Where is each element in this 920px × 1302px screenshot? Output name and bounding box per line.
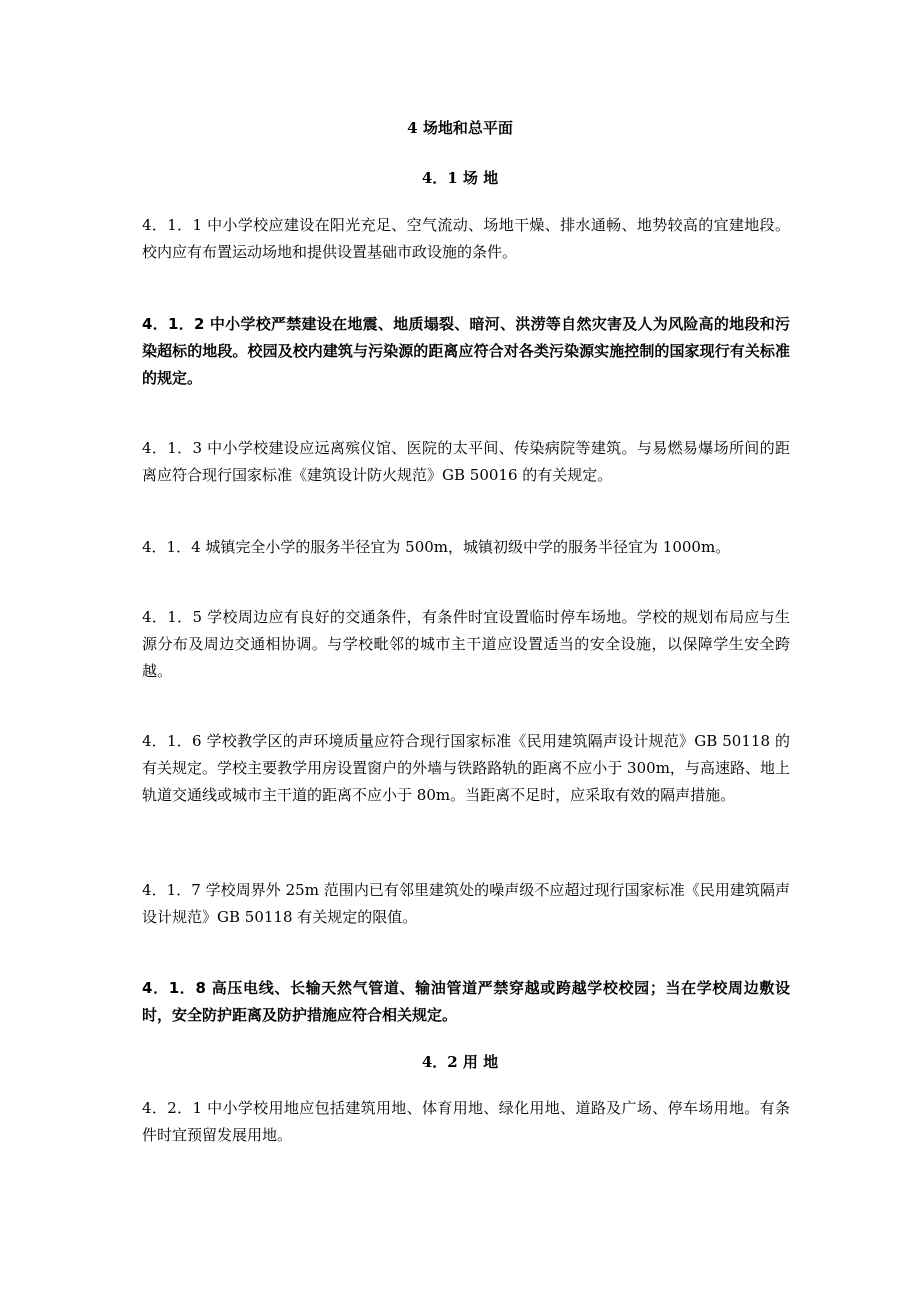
paragraph-4-1-2: 4．1．2 中小学校严禁建设在地震、地质塌裂、暗河、洪涝等自然灾害及人为风险高的地段和污染超标的地段。校园及校内建筑与污染源的距离应符合对各类污染源实施控制的国家现行有关标准的规定。 bbox=[142, 315, 790, 387]
paragraph-4-2-1: 4．2．1 中小学校用地应包括建筑用地、体育用地、绿化用地、道路及广场、停车场用地。有条件时宜预留发展用地。 bbox=[142, 1099, 790, 1144]
paragraph-4-1-3: 4．1．3 中小学校建设应远离殡仪馆、医院的太平间、传染病院等建筑。与易燃易爆场所间的距离应符合现行国家标准《建筑设计防火规范》GB 50016 的有关规定。 bbox=[142, 439, 790, 484]
paragraph-4-1-4: 4．1．4 城镇完全小学的服务半径宜为 500m，城镇初级中学的服务半径宜为 1000m。 bbox=[142, 538, 731, 556]
chapter-title: 4 场地和总平面 bbox=[407, 119, 513, 137]
paragraph-4-1-6: 4．1．6 学校教学区的声环境质量应符合现行国家标准《民用建筑隔声设计规范》GB 50118 的有关规定。学校主要教学用房设置窗户的外墙与铁路路轨的距离不应小于 300m，与高速路、地上轨道交通线或城市主干道的距离不应小于 80m。当距离不足时，应采取有效的隔声措施。 bbox=[142, 732, 790, 804]
paragraph-4-1-8: 4．1．8 高压电线、长输天然气管道、输油管道严禁穿越或跨越学校校园；当在学校周边敷设时，安全防护距离及防护措施应符合相关规定。 bbox=[142, 979, 790, 1024]
paragraph-4-1-5: 4．1．5 学校周边应有良好的交通条件，有条件时宜设置临时停车场地。学校的规划布局应与生源分布及周边交通相协调。与学校毗邻的城市主干道应设置适当的安全设施，以保障学生安全跨越。 bbox=[142, 608, 790, 680]
paragraph-4-1-7: 4．1．7 学校周界外 25m 范围内已有邻里建筑处的噪声级不应超过现行国家标准《民用建筑隔声设计规范》GB 50118 有关规定的限值。 bbox=[142, 881, 790, 926]
paragraph-4-1-1: 4．1．1 中小学校应建设在阳光充足、空气流动、场地干燥、排水通畅、地势较高的宜建地段。校内应有布置运动场地和提供设置基础市政设施的条件。 bbox=[142, 216, 790, 261]
section-title: 4．1 场 地 bbox=[421, 169, 499, 187]
section-title: 4．2 用 地 bbox=[421, 1053, 499, 1071]
